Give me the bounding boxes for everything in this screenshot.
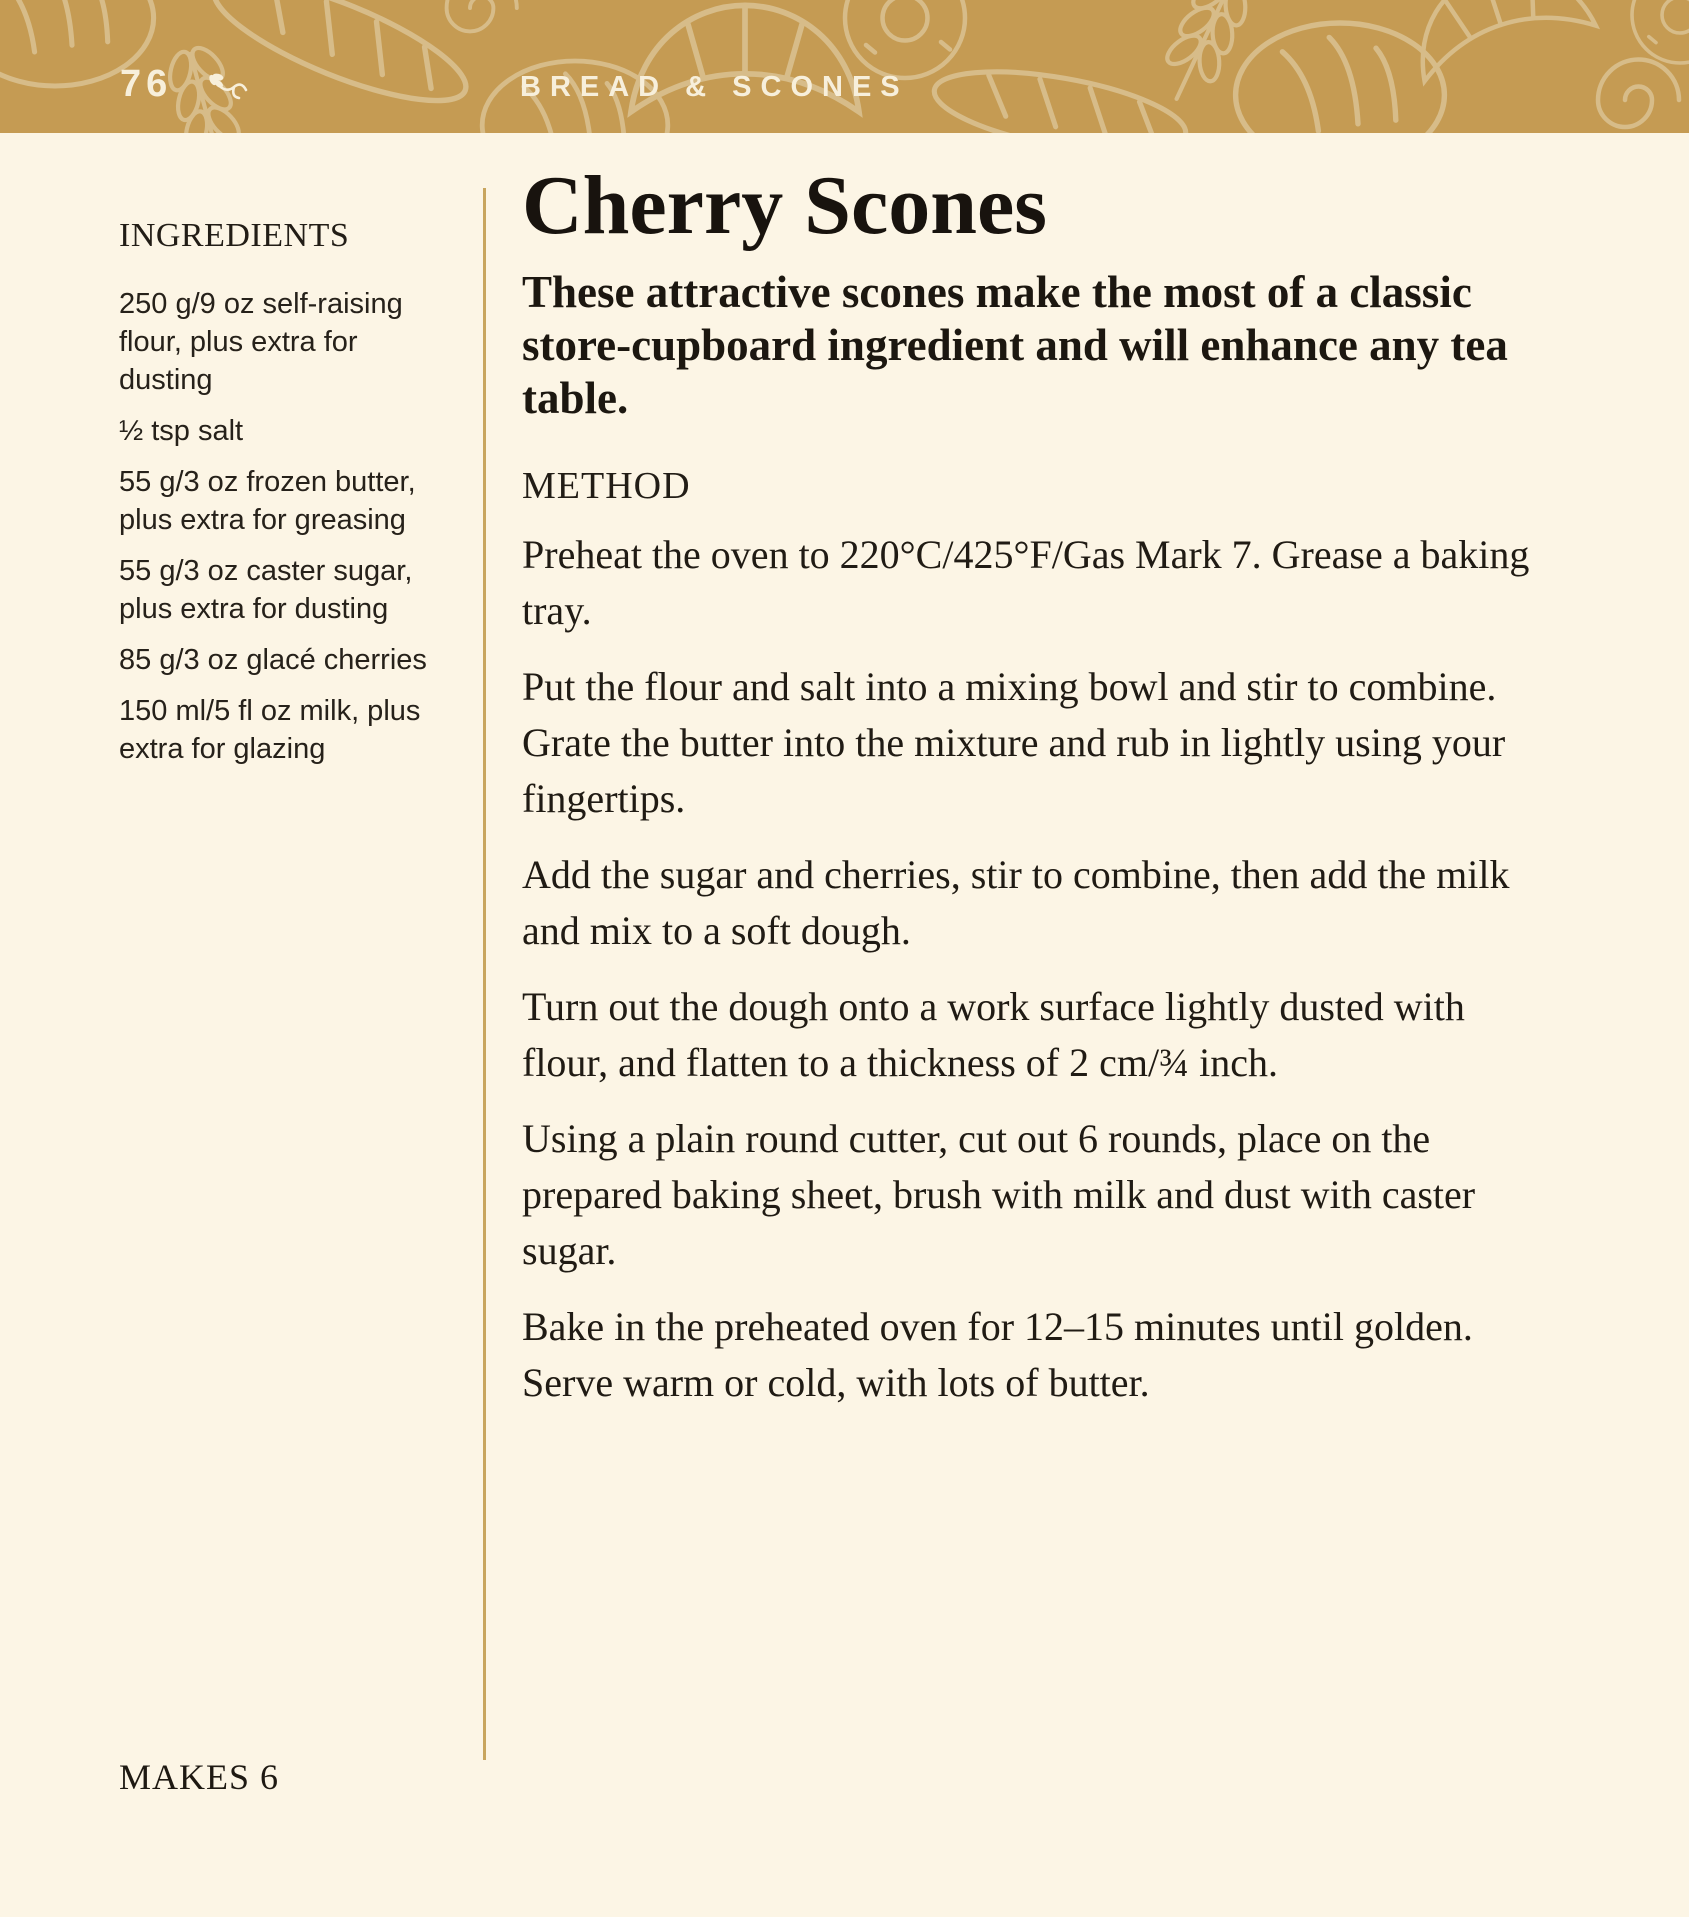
ingredients-sidebar bbox=[119, 218, 449, 781]
page-header bbox=[0, 0, 1689, 133]
method-step: Bake in the preheated oven for 12–15 minutes until golden. Serve warm or cold, with lots of butter. bbox=[522, 1304, 1473, 1405]
page-number: 76 bbox=[120, 63, 173, 105]
ingredient-item: 250 g/9 oz self-raising flour, plus extra for dusting bbox=[119, 288, 403, 396]
flourish-icon bbox=[204, 70, 248, 100]
ingredient-item: 85 g/3 oz glacé cherries bbox=[119, 644, 427, 676]
ingredient-item: 150 ml/5 fl oz milk, plus extra for glazing bbox=[119, 695, 421, 765]
ingredient-item: 55 g/3 oz frozen butter, plus extra for greasing bbox=[119, 466, 416, 536]
bread-pattern-illustration bbox=[0, 0, 1689, 133]
section-title: BREAD & SCONES bbox=[520, 71, 909, 103]
ingredient-item: 55 g/3 oz caster sugar, plus extra for dusting bbox=[119, 555, 413, 625]
method-step: Turn out the dough onto a work surface lightly dusted with flour, and flatten to a thickness of 2 cm/¾ inch. bbox=[522, 984, 1465, 1085]
ingredient-item: ½ tsp salt bbox=[119, 415, 244, 447]
recipe-title: Cherry Scones bbox=[522, 159, 1047, 252]
recipe-main bbox=[522, 160, 1546, 1411]
method-step: Add the sugar and cherries, stir to combine, then add the milk and mix to a soft dough. bbox=[522, 852, 1510, 953]
recipe-intro: These attractive scones make the most of a classic store-cupboard ingredient and will enhance any tea table. bbox=[522, 267, 1508, 423]
method-step: Using a plain round cutter, cut out 6 rounds, place on the prepared baking sheet, brush with milk and dust with caster sugar. bbox=[522, 1116, 1476, 1273]
yield-label: MAKES 6 bbox=[119, 1757, 280, 1797]
ingredients-list bbox=[119, 285, 449, 768]
method-heading: METHOD bbox=[522, 465, 691, 507]
method-step: Put the flour and salt into a mixing bowl and stir to combine. Grate the butter into the mixture and rub in lightly using your fingertips. bbox=[522, 664, 1506, 821]
method-step: Preheat the oven to 220°C/425°F/Gas Mark 7. Grease a baking tray. bbox=[522, 532, 1530, 633]
column-divider bbox=[483, 188, 486, 1760]
ingredients-heading: INGREDIENTS bbox=[119, 217, 350, 254]
